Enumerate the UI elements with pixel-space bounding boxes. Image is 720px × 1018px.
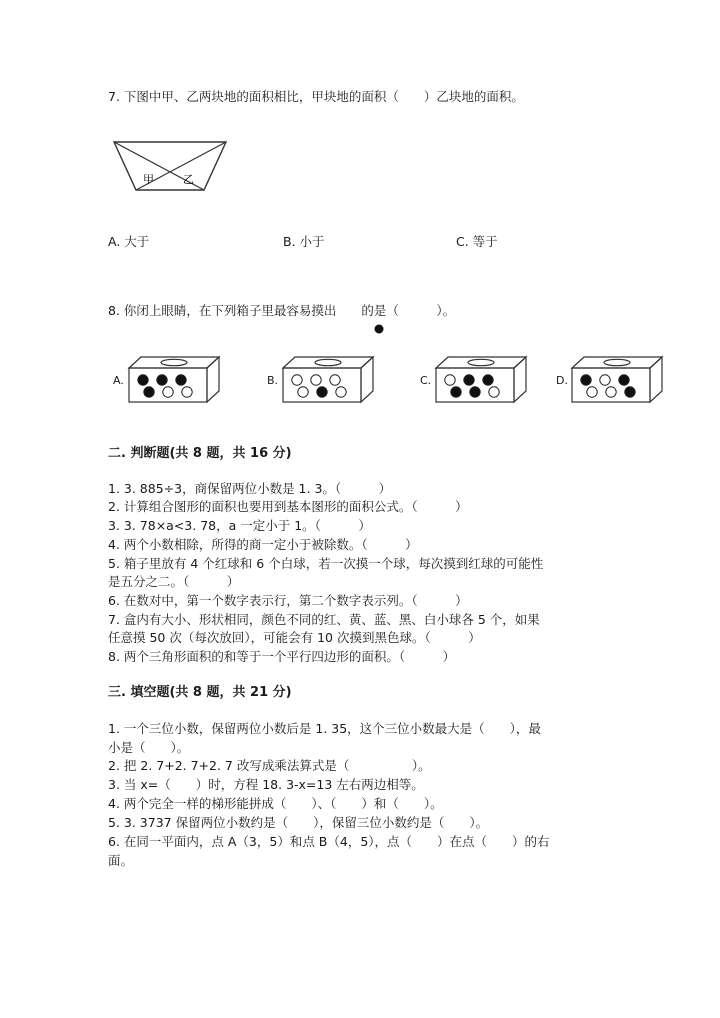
section2-heading: 二. 判断题(共 8 题，共 16 分)	[108, 446, 292, 461]
black-ball	[317, 387, 327, 397]
box-a-label: A.	[113, 374, 124, 387]
q7-option-b: B. 小于	[283, 234, 325, 249]
section2-item: 8. 两个三角形面积的和等于一个平行四边形的面积。（ ）	[108, 649, 456, 664]
black-ball	[138, 375, 148, 385]
white-ball	[292, 375, 302, 385]
black-ball	[470, 387, 480, 397]
white-ball	[182, 387, 192, 397]
box-a-drawing	[127, 355, 223, 405]
section2-item: 7. 盒内有大小、形状相同，颜色不同的红、黄、蓝、黑、白小球各 5 个，如果	[108, 612, 540, 627]
section2-item: 2. 计算组合图形的面积也要用到基本图形的面积公式。（ ）	[108, 499, 468, 514]
black-ball	[625, 387, 635, 397]
section2-item: 5. 箱子里放有 4 个红球和 6 个白球，若一次摸一个球，每次摸到红球的可能性	[108, 556, 544, 571]
box-b-label: B.	[267, 374, 279, 387]
section3-item-cont: 小是（ ）。	[108, 740, 190, 755]
section3-item: 4. 两个完全一样的梯形能拼成（ ）、（ ）和（ ）。	[108, 796, 443, 811]
q7-option-a: A. 大于	[108, 234, 150, 249]
section3-item: 2. 把 2. 7+2. 7+2. 7 改写成乘法算式是（ ）。	[108, 758, 431, 773]
box-d-drawing	[570, 355, 666, 405]
figure-label-jia: 甲	[143, 173, 154, 186]
section3-item: 5. 3. 3737 保留两位小数约是（ ），保留三位小数约是（ ）。	[108, 815, 489, 830]
black-ball	[619, 375, 629, 385]
trapezoid-figure	[112, 139, 230, 195]
white-ball	[311, 375, 321, 385]
black-ball	[581, 375, 591, 385]
black-ball	[176, 375, 186, 385]
white-ball	[445, 375, 455, 385]
white-ball	[330, 375, 340, 385]
black-ball	[451, 387, 461, 397]
white-ball	[336, 387, 346, 397]
box-c-drawing	[434, 355, 530, 405]
section2-item: 3. 3. 78×a<3. 78，a 一定小于 1。（ ）	[108, 518, 371, 533]
black-ball-icon	[374, 324, 384, 334]
white-ball	[587, 387, 597, 397]
white-ball	[489, 387, 499, 397]
figure-label-yi: 乙	[183, 173, 194, 186]
section3-item: 6. 在同一平面内，点 A（3，5）和点 B（4，5），点（ ）在点（ ）的右	[108, 834, 550, 849]
section2-item: 4. 两个小数相除，所得的商一定小于被除数。（ ）	[108, 537, 418, 552]
section3-item: 3. 当 x=（ ）时，方程 18. 3-x=13 左右两边相等。	[108, 777, 424, 792]
white-ball	[163, 387, 173, 397]
section2-item: 6. 在数对中，第一个数字表示行，第二个数字表示列。（ ）	[108, 593, 468, 608]
section2-item: 1. 3. 885÷3，商保留两位小数是 1. 3。（ ）	[108, 481, 392, 496]
q7-text: 7. 下图中甲、乙两块地的面积相比，甲块地的面积（ ）乙块地的面积。	[108, 89, 524, 104]
box-b-drawing	[281, 355, 377, 405]
section2-item-cont: 是五分之二。（ ）	[108, 574, 240, 589]
section3-item: 1. 一个三位小数，保留两位小数后是 1. 35，这个三位小数最大是（ ），最	[108, 721, 541, 736]
q7-option-c: C. 等于	[456, 234, 498, 249]
white-ball	[298, 387, 308, 397]
white-ball	[606, 387, 616, 397]
black-ball	[157, 375, 167, 385]
black-ball	[144, 387, 154, 397]
black-ball	[483, 375, 493, 385]
section2-item-cont: 任意摸 50 次（每次放回），可能会有 10 次摸到黑色球。（ ）	[108, 630, 481, 645]
q8-text: 8. 你闭上眼睛，在下列箱子里最容易摸出 的是（ ）。	[108, 303, 456, 318]
box-c-label: C.	[420, 374, 432, 387]
box-d-label: D.	[556, 374, 568, 387]
black-ball	[464, 375, 474, 385]
white-ball	[600, 375, 610, 385]
section3-item-cont: 面。	[108, 853, 134, 868]
section3-heading: 三. 填空题(共 8 题，共 21 分)	[108, 685, 292, 700]
